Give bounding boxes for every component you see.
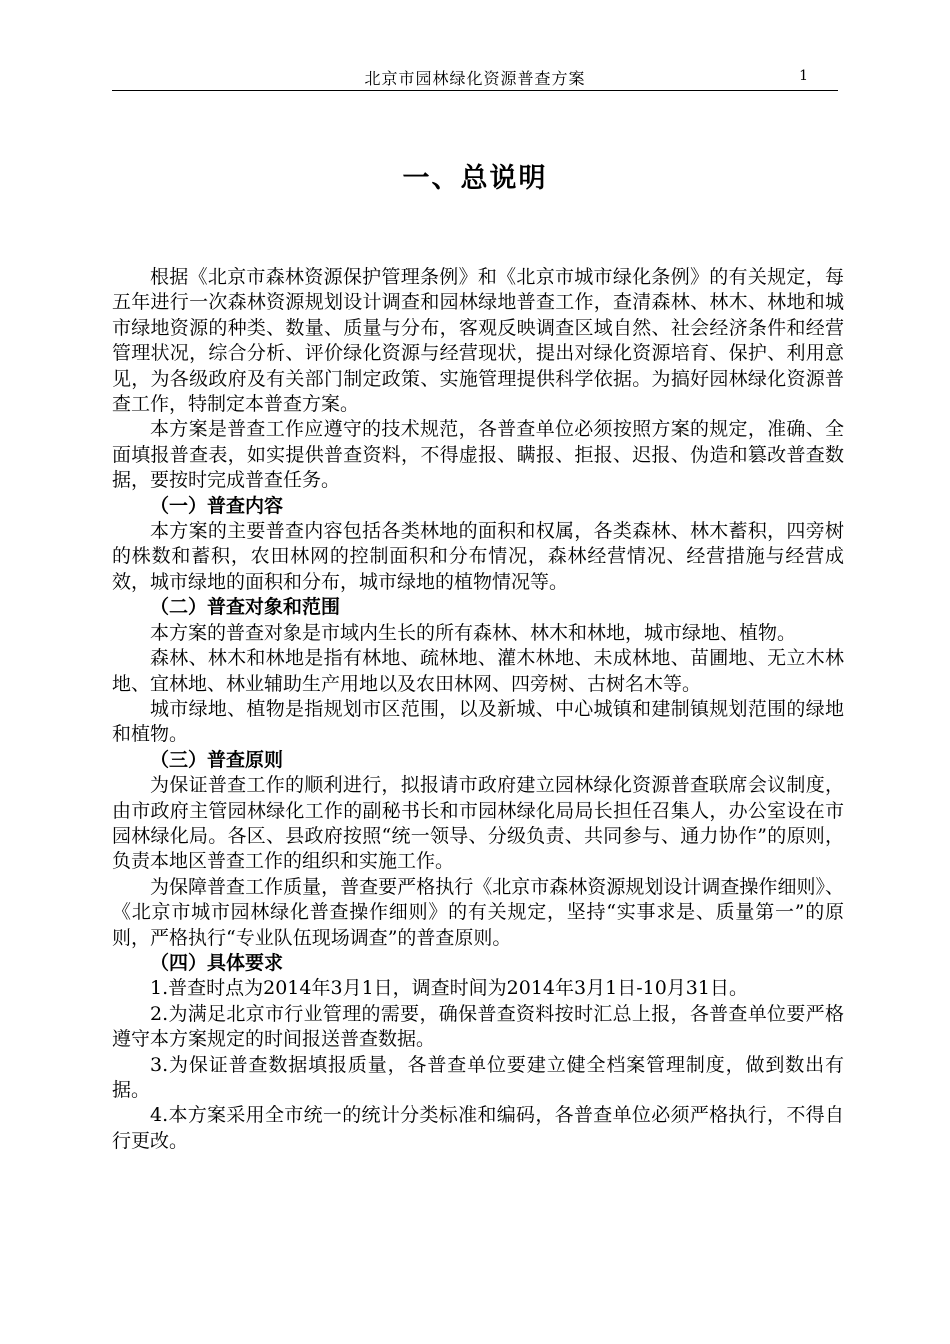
section-heading-scope: （二）普查对象和范围 xyxy=(150,596,341,619)
document-body xyxy=(112,265,844,1154)
page-header xyxy=(112,62,838,91)
section-paragraph: 城市绿地、植物是指规划市区范围，以及新城、中心城镇和建制镇规划范围的绿地和植物。 xyxy=(112,697,844,746)
document-title: 一、总说明 xyxy=(402,163,548,194)
requirement-item: 2.为满足北京市行业管理的需要，确保普查资料按时汇总上报，各普查单位要严格遵守本方案规定的时间报送普查数据。 xyxy=(112,1002,844,1051)
section-paragraph: 为保障普查工作质量，普查要严格执行《北京市森林资源规划设计调查操作细则》、《北京市城市园林绿化普查操作细则》的有关规定，坚持“实事求是、质量第一”的原则，严格执行“专业队伍现场调查”的普查原则。 xyxy=(112,875,844,949)
section-paragraph: 本方案的普查对象是市域内生长的所有森林、林木和林地，城市绿地、植物。 xyxy=(150,621,797,644)
requirement-item: 1.普查时点为2014年3月1日，调查时间为2014年3月1日-10月31日。 xyxy=(150,977,748,1000)
intro-paragraph: 根据《北京市森林资源保护管理条例》和《北京市城市绿化条例》的有关规定，每五年进行一次森林资源规划设计调查和园林绿地普查工作，查清森林、林木、林地和城市绿地资源的种类、数量、质量与分布，客观反映调查区域自然、社会经济条件和经营管理状况，综合分析、评价绿化资源与经营现状，提出对绿化资源培育、保护、利用意见，为各级政府及有关部门制定政策、实施管理提供科学依据。为搞好园林绿化资源普查工作，特制定本普查方案。 xyxy=(112,266,844,416)
section-paragraph: 森林、林木和林地是指有林地、疏林地、灌木林地、未成林地、苗圃地、无立木林地、宜林地、林业辅助生产用地以及农田林网、四旁树、古树名木等。 xyxy=(112,647,844,695)
section-heading-principles: （三）普查原则 xyxy=(150,748,284,771)
page-number: 1 xyxy=(799,68,808,84)
requirement-item: 4.本方案采用全市统一的统计分类标准和编码，各普查单位必须严格执行，不得自行更改。 xyxy=(112,1104,844,1152)
header-title: 北京市园林绿化资源普查方案 xyxy=(364,69,586,88)
intro-paragraph: 本方案是普查工作应遵守的技术规范，各普查单位必须按照方案的规定，准确、全面填报普查表，如实提供普查资料，不得虚报、瞒报、拒报、迟报、伪造和篡改普查数据，要按时完成普查任务。 xyxy=(112,418,844,492)
section-heading-content: （一）普查内容 xyxy=(150,494,284,517)
section-paragraph: 本方案的主要普查内容包括各类林地的面积和权属，各类森林、林木蓄积，四旁树的株数和蓄积，农田林网的控制面积和分布情况，森林经营情况、经营措施与经营成效，城市绿地的面积和分布，城市绿地的植物情况等。 xyxy=(112,520,844,593)
requirement-item: 3.为保证普查数据填报质量，各普查单位要建立健全档案管理制度，做到数出有据。 xyxy=(112,1053,844,1101)
section-heading-requirements: （四）具体要求 xyxy=(150,951,284,974)
section-paragraph: 为保证普查工作的顺利进行，拟报请市政府建立园林绿化资源普查联席会议制度，由市政府主管园林绿化工作的副秘书长和市园林绿化局局长担任召集人，办公室设在市园林绿化局。各区、县政府按照“统一领导、分级负责、共同参与、通力协作”的原则，负责本地区普查工作的组织和实施工作。 xyxy=(112,774,844,873)
